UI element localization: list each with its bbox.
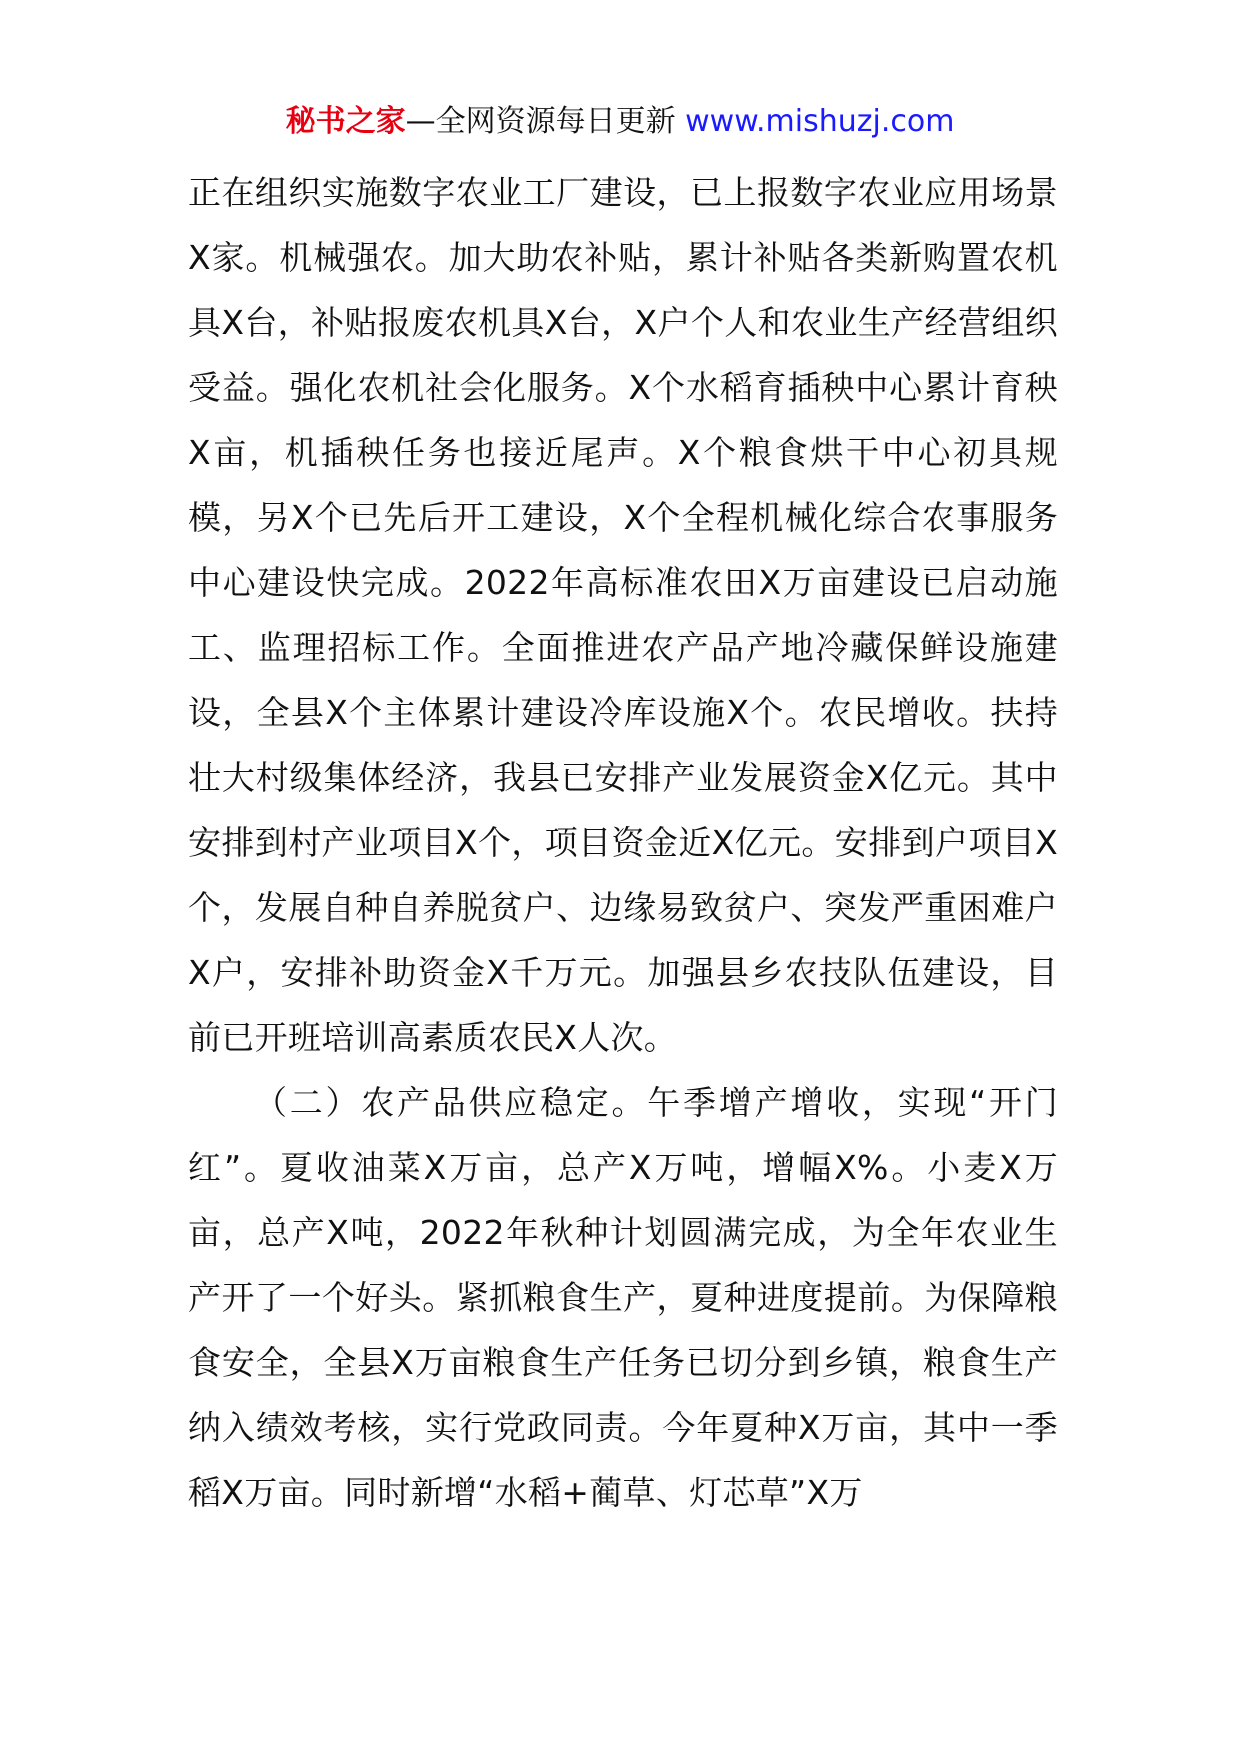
paragraph-continued: 正在组织实施数字农业工厂建设，已上报数字农业应用场景X家。机械强农。加大助农补贴，累计补贴各类新购置农机具X台，补贴报废农机具X台，X户个人和农业生产经营组织受益。强化农机社会化服务。X个水稻育插秧中心累计育秧X亩，机插秧任务也接近尾声。X个粮食烘干中心初具规模，另X个已先后开工建设，X个全程机械化综合农事服务中心建设快完成。2022年高标准农田X万亩建设已启动施工、监理招标工作。全面推进农产品产地冷藏保鲜设施建设，全县X个主体累计建设冷库设施X个。农民增收。扶持壮大村级集体经济，我县已安排产业发展资金X亿元。其中安排到村产业项目X个，项目资金近X亿元。安排到户项目X个，发展自种自养脱贫户、边缘易致贫户、突发严重困难户X户，安排补助资金X千万元。加强县乡农技队伍建设，目前已开班培训高素质农民X人次。 (188, 173, 1058, 1057)
document-body (188, 160, 1058, 1525)
header-brand: 秘书之家 (285, 104, 406, 139)
page-header (0, 100, 1240, 144)
header-url-link[interactable]: www.mishuzj.com (685, 104, 955, 139)
header-tagline: —全网资源每日更新 (405, 104, 686, 139)
paragraph-section-two: （二）农产品供应稳定。午季增产增收，实现“开门红”。夏收油菜X万亩，总产X万吨，增幅X%。小麦X万亩，总产X吨，2022年秋种计划圆满完成，为全年农业生产开了一个好头。紧抓粮食生产，夏种进度提前。为保障粮食安全，全县X万亩粮食生产任务已切分到乡镇，粮食生产纳入绩效考核，实行党政同责。今年夏种X万亩，其中一季稻X万亩。同时新增“水稻+蔺草、灯芯草”X万 (188, 1083, 1058, 1512)
